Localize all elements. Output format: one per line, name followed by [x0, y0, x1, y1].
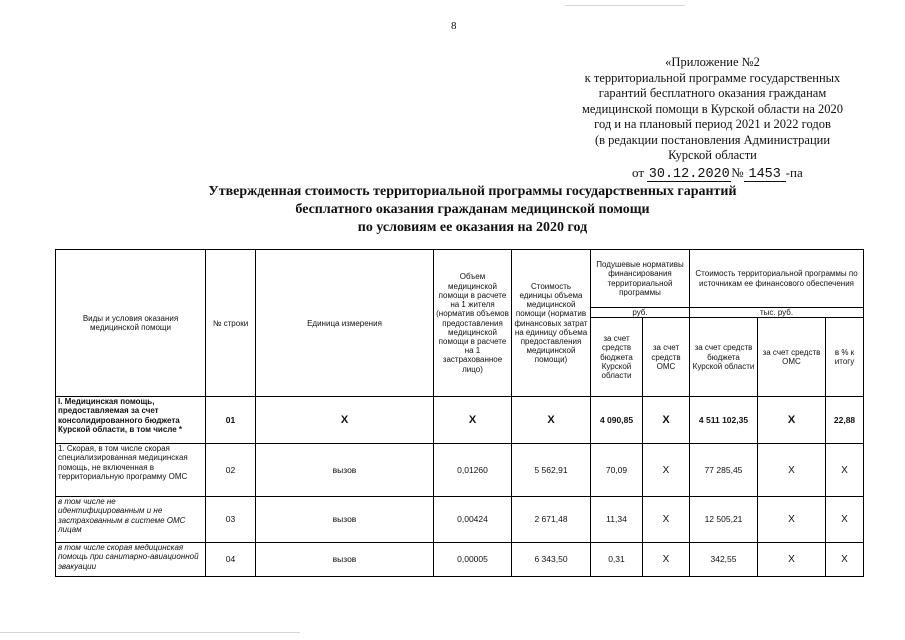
- row-number: 04: [206, 543, 256, 577]
- row-cost: 2 671,48: [512, 497, 591, 543]
- row-volume: 0,00005: [434, 543, 512, 577]
- document-title: [150, 183, 795, 237]
- row-unit: вызов: [256, 444, 434, 497]
- row-cost: X: [512, 397, 591, 444]
- decree-suffix: -па: [785, 165, 803, 180]
- row-cost: 5 562,91: [512, 444, 591, 497]
- row-tc-oms: X: [758, 497, 826, 543]
- row-tc-budget: 342,55: [690, 543, 758, 577]
- row-number: 03: [206, 497, 256, 543]
- row-volume: 0,01260: [434, 444, 512, 497]
- row-pc-oms: X: [643, 397, 690, 444]
- header-types: Виды и условия оказания медицинской помощи: [56, 250, 206, 397]
- header-unit-cost: Стоимость единицы объема медицинской помощи (норматив финансовых затрат на единицу объема предоставления медицинской помощи): [512, 250, 591, 397]
- header-per-capita: Подушевые нормативы финансирования территориальной программы: [591, 250, 690, 308]
- header-percent: в % к итогу: [826, 318, 864, 397]
- appendix-line: год и на плановый период 2021 и 2022 годов: [594, 117, 831, 131]
- row-name: в том числе не идентифицированным и не застрахованным в системе ОМС лицам: [56, 497, 206, 543]
- table-row: [56, 543, 864, 577]
- table-row: [56, 444, 864, 497]
- row-percent: 22,88: [826, 397, 864, 444]
- decree-line: [632, 165, 803, 182]
- appendix-line: «Приложение №2: [665, 55, 760, 69]
- title-line: Утвержденная стоимость территориальной программы государственных гарантий: [208, 184, 737, 199]
- row-number: 01: [206, 397, 256, 444]
- row-pc-budget: 70,09: [591, 444, 643, 497]
- decree-number-sign: №: [731, 165, 744, 180]
- row-cost: 6 343,50: [512, 543, 591, 577]
- header-pc-budget: за счет средств бюджета Курской области: [591, 318, 643, 397]
- row-volume: 0,00424: [434, 497, 512, 543]
- row-pc-oms: X: [643, 497, 690, 543]
- header-tc-oms: за счет средств ОМС: [758, 318, 826, 397]
- row-percent: X: [826, 444, 864, 497]
- appendix-line: медицинской помощи в Курской области на 2020: [581, 101, 843, 116]
- row-pc-oms: X: [643, 444, 690, 497]
- row-name: 1. Скорая, в том числе скорая специализированная медицинская помощь, не включенная в территориальную программу ОМС: [56, 444, 206, 497]
- table-row: [56, 397, 864, 444]
- row-name: в том числе скорая медицинская помощь при санитарно-авиационной эвакуации: [56, 543, 206, 577]
- scan-artifact: [565, 5, 685, 6]
- row-tc-budget: 12 505,21: [690, 497, 758, 543]
- row-tc-oms: X: [758, 397, 826, 444]
- decree-prefix: от: [632, 165, 645, 180]
- row-unit: X: [256, 397, 434, 444]
- header-thous-rub: тыс. руб.: [690, 308, 864, 318]
- cost-table: [55, 249, 864, 577]
- header-tc-budget: за счет средств бюджета Курской области: [690, 318, 758, 397]
- row-percent: X: [826, 497, 864, 543]
- scan-artifact: [0, 632, 300, 633]
- row-name: I. Медицинская помощь, предоставляемая за счет консолидированного бюджета Курской области, в том числе *: [56, 397, 206, 444]
- appendix-line: (в редакции постановления Администрации: [594, 132, 831, 147]
- row-number: 02: [206, 444, 256, 497]
- table-row: [56, 497, 864, 543]
- row-tc-oms: X: [758, 543, 826, 577]
- row-unit: вызов: [256, 497, 434, 543]
- header-row-number: № строки: [206, 250, 256, 397]
- row-unit: вызов: [256, 543, 434, 577]
- decree-number: 1453: [744, 168, 786, 182]
- appendix-line: гарантий бесплатного оказания гражданам: [598, 86, 827, 100]
- row-pc-oms: X: [643, 543, 690, 577]
- row-pc-budget: 11,34: [591, 497, 643, 543]
- appendix-line: Курской области: [668, 148, 757, 162]
- row-tc-budget: 4 511 102,35: [690, 397, 758, 444]
- header-total-cost: Стоимость территориальной программы по источникам ее финансового обеспечения: [690, 250, 864, 308]
- appendix-header: [560, 55, 865, 164]
- row-volume: X: [434, 397, 512, 444]
- row-tc-budget: 77 285,45: [690, 444, 758, 497]
- header-rub: руб.: [591, 308, 690, 318]
- appendix-line: к территориальной программе государственных: [584, 70, 841, 85]
- page-number: 8: [451, 20, 457, 32]
- header-unit: Единица измерения: [256, 250, 434, 397]
- title-line: по условиям ее оказания на 2020 год: [357, 220, 588, 235]
- row-pc-budget: 0,31: [591, 543, 643, 577]
- row-pc-budget: 4 090,85: [591, 397, 643, 444]
- row-percent: X: [826, 543, 864, 577]
- header-pc-oms: за счет средств ОМС: [643, 318, 690, 397]
- header-volume: Объем медицинской помощи в расчете на 1 жителя (норматив объемов предоставления медицинской помощи в расчете на 1 застрахованное лицо): [434, 250, 512, 397]
- decree-date: 30.12.2020: [648, 167, 730, 182]
- title-line: бесплатного оказания гражданам медицинской помощи: [295, 202, 650, 217]
- row-tc-oms: X: [758, 444, 826, 497]
